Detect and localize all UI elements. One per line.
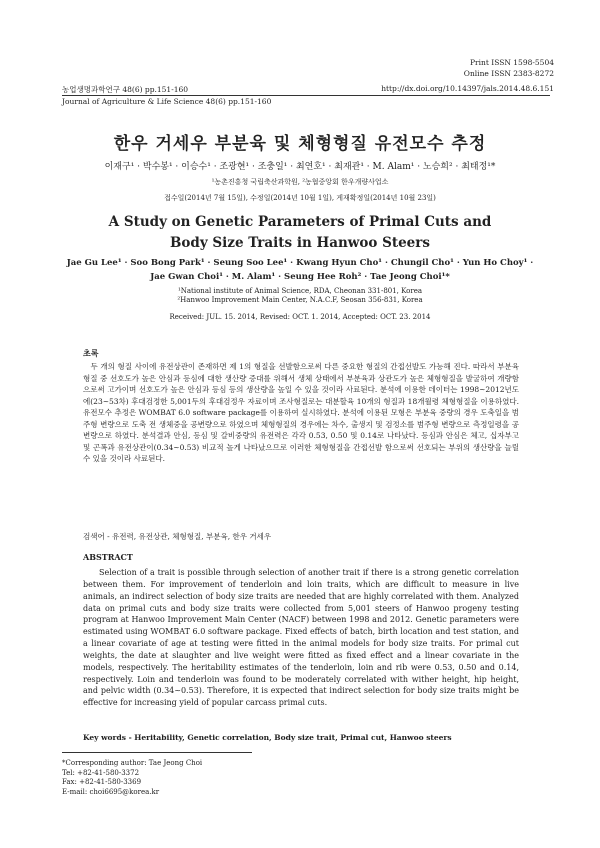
online-issn: Online ISSN 2383-8272 xyxy=(463,69,554,78)
abstract-korean-heading: 초록 xyxy=(83,348,99,358)
journal-title-korean: 농업생명과학연구 48(6) pp.151-160 xyxy=(62,85,189,94)
keywords-english-text: Key words - Heritability, Genetic correlation, Body size trait, Primal cut, Hanwoo steers xyxy=(83,733,452,742)
footnote-divider xyxy=(62,752,252,753)
keywords-english xyxy=(83,733,452,742)
author-email[interactable]: E-mail: choi6695@korea.kr xyxy=(62,787,160,796)
affiliation-english-2: ²Hanwoo Improvement Main Center, N.A.C.F, Seosan 356-831, Korea xyxy=(177,296,423,304)
authors-korean: 이재구¹ · 박수봉¹ · 이승수¹ · 조광현¹ · 조충일¹ · 최연호¹ · 최재관¹ · M. Alam¹ · 노승희² · 최태정¹* xyxy=(104,162,496,172)
author-fax: Fax: +82-41-580-3369 xyxy=(62,778,142,787)
dates-english: Received: JUL. 15. 2014, Revised: OCT. 1. 2014, Accepted: OCT. 23. 2014 xyxy=(169,313,431,321)
abstract-english-body: Selection of a trait is possible through selection of another trait if there is a strong genetic correlation between them. For improvement of tenderloin and loin traits, which are difficult to measure in live animals, an indirect selection of body size traits are needed that are highly correlated with them. Analyzed data on primal cuts and body size traits were collected from 5,001 steers of Hanwoo progeny testing program at Hanwoo Improvement Main Center (NACF) between 1998 and 2012. Genetic parameters were estimated using WOMBAT 6.0 software package. Fixed effects of batch, birth location and test station, and a linear covariate of age at testing were fitted in the animal models for body size traits. For primal cut weights, the date at slaughter and live weight were fitted as fixed effect and a linear covariate in the models, respectively. The heritability estimates of the tenderloin, loin and rib were 0.53, 0.50 and 0.14, respectively. Loin and tenderloin was found to be moderately correlated with wither height, hip height, and pelvic width (0.34~0.53). Therefore, it is expected that indirect selection for body size traits might be effective for increasing yield of popular carcass primal cuts. xyxy=(83,568,519,708)
abstract-english-heading: ABSTRACT xyxy=(83,552,133,562)
affiliation-english-1: ¹National institute of Animal Science, RDA, Cheonan 331-801, Korea xyxy=(177,287,423,295)
affiliation-korean: ¹농촌진흥청 국립축산과학원, ²농협중앙회 한우개량사업소 xyxy=(211,178,389,186)
corresponding-author: *Corresponding author: Tae Jeong Choi xyxy=(62,759,203,767)
paper-title-english xyxy=(0,212,600,254)
journal-title-english: Journal of Agriculture & Life Science 48(6) pp.151-160 xyxy=(62,97,272,106)
header-divider xyxy=(62,95,550,96)
keywords-korean: 검색어 - 유전력, 유전상관, 체형형질, 부분육, 한우 거세우 xyxy=(83,532,272,541)
print-issn: Print ISSN 1598-5504 xyxy=(469,58,554,67)
authors-english-line2: Jae Gwan Choi¹ · M. Alam¹ · Seung Hee Roh² · Tae Jeong Choi¹* xyxy=(150,272,450,282)
paper-title-korean: 한우 거세우 부분육 및 체형형질 유전모수 추정 xyxy=(113,134,487,154)
abstract-korean-body: 두 개의 형질 사이에 유전상관이 존재하면 제 1의 형질을 선발함으로써 다른 중요한 형질의 간접선발도 가능해 진다. 따라서 부분육 형질 중 선호도가 높은 안심과 등심에 대한 생산량 증대를 위해서 생체 상태에서 부분육과 상관도가 높은 체형형질을 발굴하여 개량함으로써 고가이며 선호도가 높은 안심과 등심 등의 생산량을 높일 수 있을 것이라 사료된다. 분석에 이용한 데이터는 1998~2012년도에(23~53차) 후대검정한 5,001두의 후대검정우 자료이며 조사형질로는 대분할육 10개의 형질과 18개월령 체형형질을 이용하였다. 유전모수 추정은 WOMBAT 6.0 software package를 이용하여 실시하였다. 분석에 이용된 모형은 부분육 중량의 경우 도축일을 범주형 변량으로 도축 전 생체중을 공변량으로 하였으며 체형형질의 경우에는 차수, 출생지 및 검정소를 범주형 변량으로 측정일령을 공변량으로 하였다. 분석결과 안심, 등심 및 갈비중량의 유전력은 각각 0.53, 0.50 및 0.14로 나타났다. 등심과 안심은 체고, 십자부고 및 곤폭과 유전상관이(0.34~0.53) 비교적 높게 나타났으므로 이러한 체형형질을 간접선발 함으로써 선호되는 부위의 생산량을 늘릴 수 있을 것이라 사료된다. xyxy=(83,362,519,463)
authors-english-line1: Jae Gu Lee¹ · Soo Bong Park¹ · Seung Soo Lee¹ · Kwang Hyun Cho¹ · Chungil Cho¹ · Yun Ho Choy¹ · xyxy=(66,258,534,268)
author-tel: Tel: +82-41-580-3372 xyxy=(62,768,140,777)
authors-english xyxy=(0,256,600,284)
doi-link[interactable]: http://dx.doi.org/10.14397/jals.2014.48.6.151 xyxy=(381,84,554,93)
footnote xyxy=(62,759,202,797)
affiliation-english xyxy=(0,287,600,305)
paper-title-english-text: A Study on Genetic Parameters of Primal Cuts and Body Size Traits in Hanwoo Steers xyxy=(108,214,492,251)
dates-korean: 접수일(2014년 7월 15일), 수정일(2014년 10월 1일), 게재확정일(2014년 10월 23일) xyxy=(164,194,436,202)
